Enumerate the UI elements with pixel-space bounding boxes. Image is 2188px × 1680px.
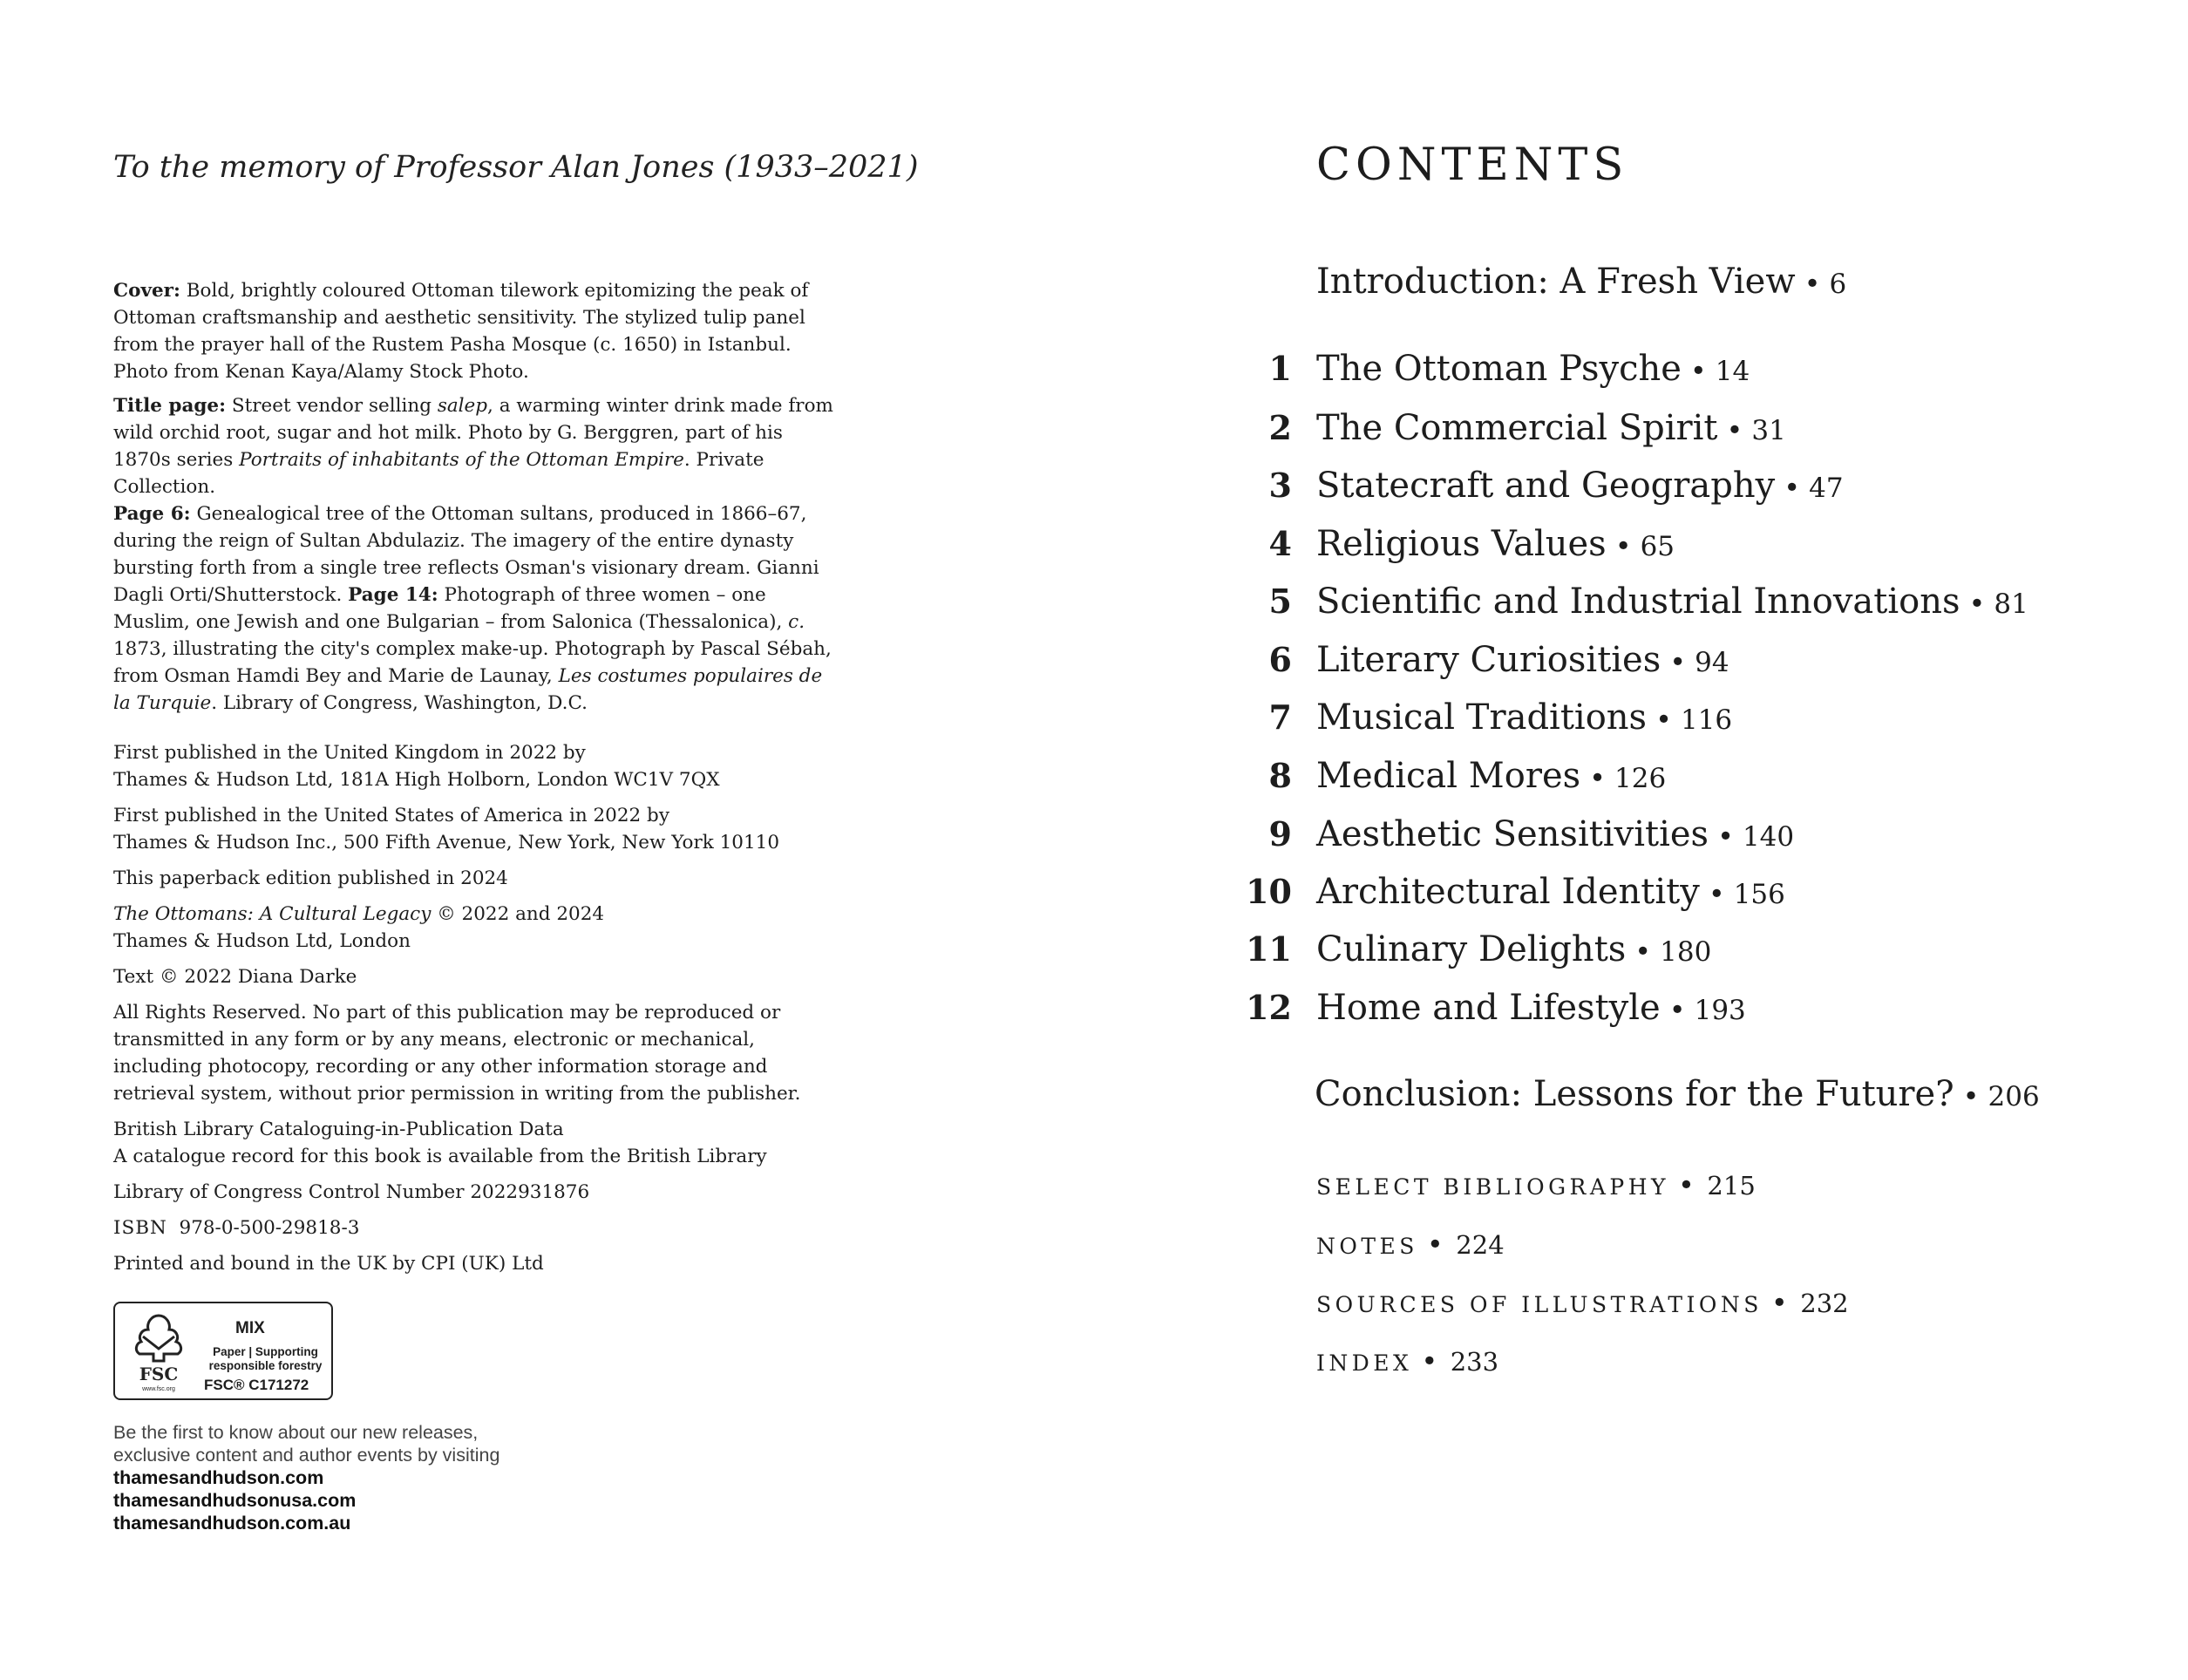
chapter-page: 126: [1614, 763, 1667, 794]
fsc-paper: Paper | Supporting responsible forestry: [208, 1345, 323, 1372]
separator: •: [1655, 703, 1672, 736]
toc-introduction: Introduction: A Fresh View • 6: [1316, 262, 1847, 302]
separator: •: [1668, 993, 1686, 1026]
back-page: 232: [1800, 1289, 1849, 1318]
chapter-number: 11: [1246, 929, 1292, 969]
image-credits: [113, 277, 837, 724]
fsc-mix: MIX: [235, 1319, 265, 1337]
chapter-title: The Ottoman Psyche: [1316, 349, 1682, 389]
fsc-logo-url: www.fsc.org: [142, 1386, 175, 1392]
text-copyright: Text © 2022 Diana Darke: [113, 966, 357, 988]
chapter-page: 140: [1742, 821, 1795, 853]
chapter-number: 2: [1268, 408, 1292, 447]
website-link-uk[interactable]: thamesandhudson.com: [113, 1467, 324, 1488]
chapter-number: 12: [1246, 988, 1292, 1027]
chapter-page: 81: [1994, 588, 2028, 620]
contents-title: CONTENTS: [1316, 139, 1629, 191]
back-title: NOTES: [1316, 1234, 1418, 1259]
promo-text: [113, 1421, 499, 1534]
separator: •: [1634, 935, 1652, 968]
chapter-page: 156: [1733, 879, 1785, 910]
separator: •: [1784, 471, 1801, 504]
chapter-number: 3: [1268, 466, 1292, 505]
chapter-page: 180: [1660, 936, 1712, 968]
website-link-au[interactable]: thamesandhudson.com.au: [113, 1513, 351, 1534]
chapter-title: The Commercial Spirit: [1316, 408, 1718, 448]
chapter-number: 5: [1268, 582, 1292, 621]
toc-back-item: [1316, 1228, 1505, 1261]
printer: Printed and bound in the UK by CPI (UK) Ltd: [113, 1253, 544, 1275]
separator: •: [1770, 1286, 1792, 1319]
chapter-page: 31: [1751, 415, 1786, 446]
publication-info: [113, 739, 837, 1286]
fsc-tree-icon: [127, 1310, 190, 1394]
separator: •: [1968, 587, 1986, 620]
chapter-number: 1: [1268, 349, 1292, 388]
toc-back-item: [1316, 1344, 1498, 1377]
promo-line-1: Be the first to know about our new releases,: [113, 1422, 479, 1443]
separator: •: [1421, 1344, 1442, 1377]
chapter-title: Home and Lifestyle: [1316, 988, 1661, 1028]
separator: •: [1717, 820, 1734, 853]
chapter-title: Statecraft and Geography: [1316, 466, 1776, 506]
chapter-number: 10: [1246, 872, 1292, 911]
title-page-credit: Title page: Street vendor selling salep, a warming winter drink made from wild orchid root, sugar and hot milk. Photo by G. Berggren, part of his 1870s series Portraits of inhabitants of the Ottoman Empire. Private Collection. Page 6: Genealogical tree of the Ottoman sultans, produced in 1866–67, during the reign of Sultan Abdulaziz. The imagery of the entire dynasty bursting forth from a single tree reflects Osman's visionary dream. Gianni Dagli Orti/Shutterstock. Page 14: Photograph of three women – one Muslim, one Jewish and one Bulgarian – from Salonica (Thessalonica), c. 1873, illustrating the city's complex make-up. Photograph by Pascal Sébah, from Osman Hamdi Bey and Marie de Launay, Les costumes populaires de la Turquie. Library of Congress, Washington, D.C.: [113, 395, 833, 714]
rights-statement: All Rights Reserved. No part of this publication may be reproduced or transmitted in any form or by any means, electronic or mechanical, including photocopy, recording or any other information storage and retrieval system, without prior permission in writing from the publisher.: [113, 1002, 801, 1105]
chapter-title: Aesthetic Sensitivities: [1316, 814, 1709, 854]
chapter-page: 193: [1694, 995, 1746, 1026]
chapter-title: Religious Values: [1316, 524, 1607, 564]
chapter-title: Musical Traditions: [1316, 697, 1648, 738]
separator: •: [1689, 354, 1707, 387]
separator: •: [1669, 645, 1687, 678]
separator: •: [1678, 1168, 1699, 1201]
us-publication: First published in the United States of America in 2022 by Thames & Hudson Inc., 500 Fifth Avenue, New York, New York 10110: [113, 805, 780, 854]
copyright: The Ottomans: A Cultural Legacy © 2022 and 2024 Thames & Hudson Ltd, London: [113, 903, 605, 952]
back-page: 233: [1450, 1347, 1499, 1377]
chapter-number: 8: [1268, 756, 1292, 795]
separator: •: [1708, 877, 1725, 910]
separator: •: [1589, 761, 1607, 794]
loc-number: Library of Congress Control Number 2022931876: [113, 1181, 590, 1203]
back-page: 224: [1456, 1230, 1505, 1260]
paperback-edition: This paperback edition published in 2024: [113, 867, 508, 889]
separator: •: [1726, 413, 1743, 446]
british-library-data: British Library Cataloguing-in-Publication Data A catalogue record for this book is available from the British Library: [113, 1119, 767, 1167]
chapter-title: Medical Mores: [1316, 756, 1581, 796]
chapter-page: 94: [1695, 647, 1729, 678]
chapter-number: 7: [1268, 697, 1292, 737]
chapter-page: 65: [1640, 531, 1675, 562]
dedication: To the memory of Professor Alan Jones (1933–2021): [113, 150, 919, 185]
back-title: SELECT BIBLIOGRAPHY: [1316, 1174, 1670, 1200]
chapter-page: 116: [1680, 704, 1733, 736]
promo-line-2: exclusive content and author events by visiting: [113, 1445, 500, 1466]
separator: •: [1614, 529, 1632, 562]
fsc-label: [113, 1302, 333, 1400]
chapter-title: Literary Curiosities: [1316, 640, 1661, 680]
fsc-code: FSC® C171272: [204, 1377, 309, 1393]
chapter-page: 47: [1809, 473, 1844, 504]
toc-back-item: [1316, 1168, 1756, 1201]
chapter-page: 14: [1715, 356, 1750, 387]
toc-conclusion: Conclusion: Lessons for the Future? • 206: [1315, 1074, 2040, 1114]
chapter-title: Culinary Delights: [1316, 929, 1627, 969]
chapter-number: 9: [1268, 814, 1292, 854]
separator: •: [1426, 1228, 1448, 1261]
toc-back-item: [1316, 1286, 1849, 1319]
chapter-number: 4: [1268, 524, 1292, 563]
chapter-title: Architectural Identity: [1316, 872, 1700, 912]
website-link-usa[interactable]: thamesandhudsonusa.com: [113, 1490, 357, 1511]
chapter-number: 6: [1268, 640, 1292, 679]
isbn: ISBN 978-0-500-29818-3: [113, 1217, 360, 1239]
back-title: INDEX: [1316, 1350, 1413, 1376]
fsc-logo-text: FSC: [139, 1364, 179, 1384]
cover-credit: Cover: Bold, brightly coloured Ottoman tilework epitomizing the peak of Ottoman craftsmanship and aesthetic sensitivity. The stylized tulip panel from the prayer hall of the Rustem Pasha Mosque (c. 1650) in Istanbul. Photo from Kenan Kaya/Alamy Stock Photo.: [113, 280, 809, 383]
chapter-title: Scientific and Industrial Innovations: [1316, 582, 1960, 622]
back-page: 215: [1707, 1171, 1756, 1200]
uk-publication: First published in the United Kingdom in 2022 by Thames & Hudson Ltd, 181A High Holborn, London WC1V 7QX: [113, 742, 720, 791]
back-title: SOURCES OF ILLUSTRATIONS: [1316, 1292, 1763, 1317]
